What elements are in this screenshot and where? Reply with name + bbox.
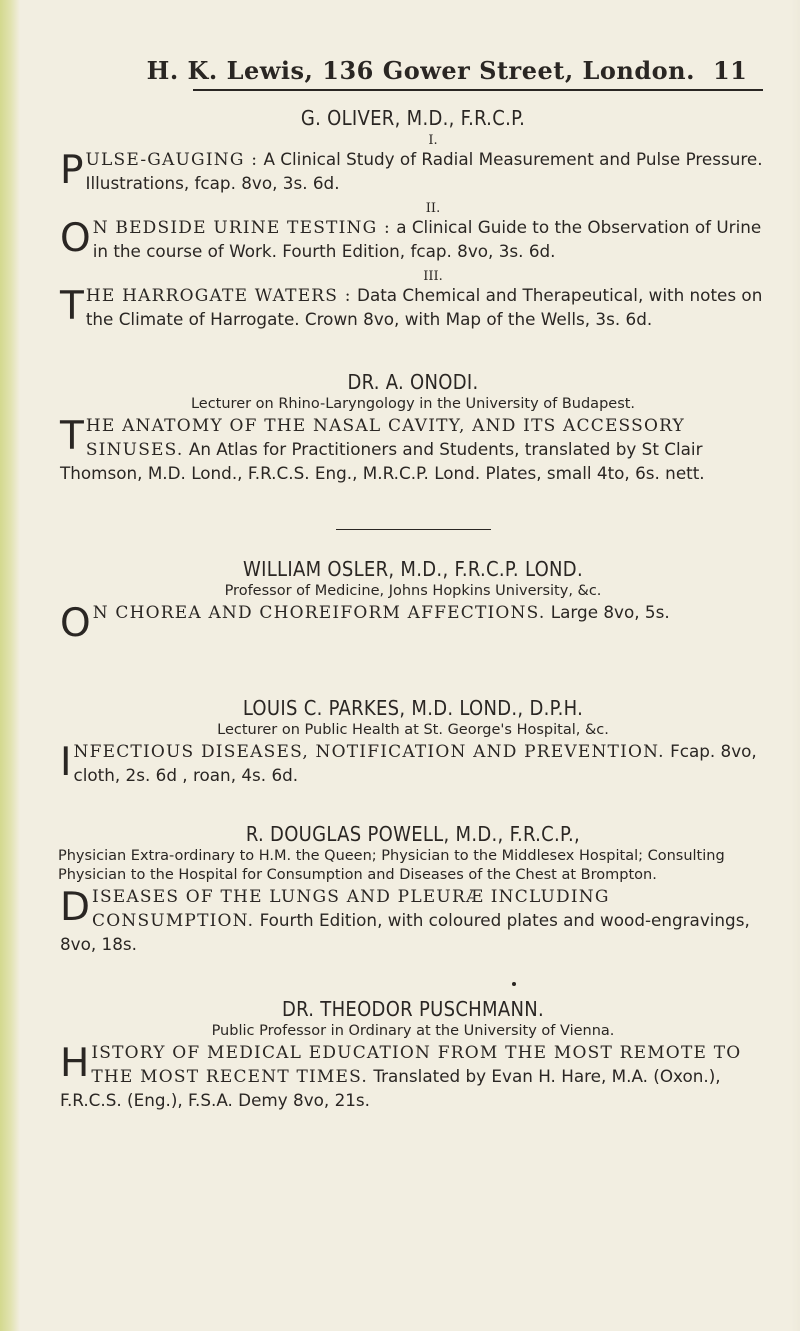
book-details: Fourth Edition, with coloured plates and wood-engravings, 8vo, 18s. [60,910,750,954]
drop-cap: T [60,414,84,459]
drop-cap: P [60,148,84,193]
book-title: ISEASES OF THE LUNGS AND PLEURÆ INCLUDING CONSUMPTION. [92,887,610,931]
book-title: N CHOREA AND CHOREIFORM AFFECTIONS. [92,603,546,623]
page-number: 11 [712,56,748,85]
author-section [58,530,768,646]
author-affiliation: Physician Extra-ordinary to H.M. the Queen; Physician to the Middlesex Hospital; Consulting Physician to the Hospital for Consumption and Diseases of the Chest at Brompton. [58,848,725,883]
book-title: NFECTIOUS DISEASES, NOTIFICATION AND PREVENTION. [73,742,665,762]
page-edge-left [0,0,20,1331]
drop-cap: I [60,740,72,785]
author-name: DR. THEODOR PUSCHMANN. [282,997,544,1021]
spacer [58,956,768,996]
book-details: Large 8vo, 5s. [545,602,670,622]
book-details: An Atlas for Practitioners and Students, translated by St Clair Thomson, M.D. Lond., F.R.C.S. Eng., M.R.C.P. Lond. Plates, small 4to, 6s. nett. [60,439,705,483]
drop-cap: H [60,1041,90,1086]
author-name: WILLIAM OSLER, M.D., F.R.C.P. LOND. [243,557,583,581]
author-affiliation: Lecturer on Public Health at St. George's Hospital, &c. [217,722,609,738]
book-details: A Clinical Study of Radial Measurement and Pulse Pressure. Illustrations, fcap. 8vo, 3s. 6d. [85,149,763,193]
author-section [58,996,768,1112]
book-title: HE ANATOMY OF THE NASAL CAVITY, AND ITS ACCESSORY SINUSES. [85,416,685,460]
author-section [58,331,768,485]
work-numeral: II. [425,201,441,216]
author-name: LOUIS C. PARKES, M.D. LOND., D.P.H. [242,696,584,720]
book-title: ISTORY OF MEDICAL EDUCATION FROM THE MOST REMOTE TO THE MOST RECENT TIMES. [91,1043,742,1087]
book-entry [60,740,768,787]
book-details: Data Chemical and Therapeutical, with notes on the Climate of Harrogate. Crown 8vo, with Map of the Wells, 3s. 6d. [85,285,763,329]
author-name: R. DOUGLAS POWELL, M.D., F.R.C.P., [245,822,581,846]
author-section [58,105,768,331]
book-title: ULSE-GAUGING : [85,150,259,170]
author-affiliation: Professor of Medicine, Johns Hopkins University, &c. [224,583,602,599]
work-numeral: III. [423,269,443,284]
drop-cap: O [60,216,91,261]
book-entry [60,414,768,485]
drop-cap: D [60,885,91,930]
book-entry [60,148,768,195]
running-head [58,56,768,85]
book-details: Translated by Evan H. Hare, M.A. (Oxon.), F.R.C.S. (Eng.), F.S.A. Demy 8vo, 21s. [60,1066,721,1110]
author-name: DR. A. ONODI. [347,370,479,394]
author-section [58,643,768,787]
author-affiliation: Public Professor in Ordinary at the University of Vienna. [211,1023,615,1039]
catalogue-page [58,56,768,1112]
author-name: G. OLIVER, M.D., F.R.C.P. [300,106,526,130]
header-rule [193,89,763,91]
page-edge-right [790,0,800,1331]
author-section [58,787,768,956]
book-title: N BEDSIDE URINE TESTING : [92,218,391,238]
work-numeral: I. [428,133,438,148]
printer-dot [512,982,516,986]
drop-cap: T [60,284,84,329]
book-details: a Clinical Guide to the Observation of Urine in the course of Work. Fourth Edition, fcap. 8vo, 3s. 6d. [92,217,762,261]
book-entry [60,216,768,263]
book-entry [60,284,768,331]
book-details: Fcap. 8vo, cloth, 2s. 6d , roan, 4s. 6d. [73,741,757,785]
drop-cap: O [60,601,91,646]
author-affiliation: Lecturer on Rhino-Laryngology in the University of Budapest. [190,396,636,412]
book-entry [60,601,768,646]
book-title: HE HARROGATE WATERS : [85,286,352,306]
running-head-title: H. K. Lewis, 136 Gower Street, London. [146,56,695,85]
book-entry [60,1041,768,1112]
book-entry [60,885,768,956]
